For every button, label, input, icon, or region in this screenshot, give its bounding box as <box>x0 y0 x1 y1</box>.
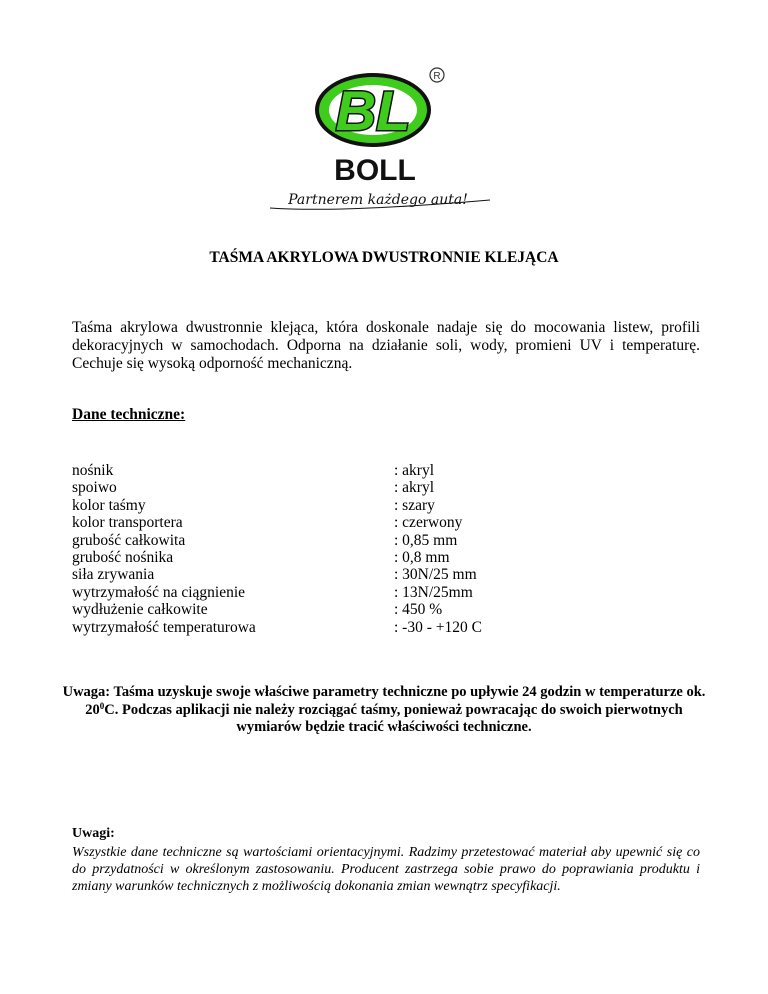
technical-specs-list <box>72 462 672 636</box>
spec-value: : czerwony <box>394 514 463 532</box>
registered-mark: R <box>433 71 441 82</box>
notes-heading: Uwagi: <box>72 826 115 841</box>
degree-superscript: 0 <box>99 700 105 711</box>
logo-slogan: Partnerem każdego auta! <box>288 192 468 208</box>
spec-row-temperature-resistance <box>72 619 672 636</box>
spec-value: : akryl <box>394 479 435 497</box>
spec-value: : 0,8 mm <box>394 548 450 566</box>
spec-name: grubość nośnika <box>72 548 174 566</box>
notes-text: Wszystkie dane techniczne są wartościami orientacyjnymi. Radzimy przetestować materiał aby upewnić się co do przydatności w określonym zastosowaniu. Producent zastrzega sobie prawo do poprawiania produktu i zmiany warunków technicznych z możliwością dokonania zmian wewnątrz specyfikacji. <box>72 845 700 895</box>
application-warning <box>60 684 708 737</box>
spec-name: nośnik <box>72 462 114 479</box>
spec-row-carrier-thickness <box>72 549 672 566</box>
spec-value: : szary <box>394 496 435 514</box>
spec-name: wytrzymałość na ciągnienie <box>72 583 246 601</box>
spec-row-carrier <box>72 462 672 479</box>
spec-name: spoiwo <box>72 479 117 497</box>
spec-value: : 30N/25 mm <box>394 566 477 584</box>
spec-row-liner-color <box>72 514 672 531</box>
spec-name: kolor transportera <box>72 514 183 532</box>
warning-text-end: C. Podczas aplikacji nie należy rozciągać taśmy, ponieważ powracając do swoich pierwotnych wymiarów będzie tracić właściwości techniczne. <box>104 701 683 735</box>
logo-monogram: BL <box>335 79 411 142</box>
spec-row-tape-color <box>72 497 672 514</box>
product-description: Taśma akrylowa dwustronnie klejąca, która doskonale nadaje się do mocowania listew, profili dekoracyjnych w samochodach. Odporna na działanie soli, wody, promieni UV i temperaturę. Cechuje się wysoką odporność mechaniczną. <box>72 319 700 372</box>
logo-brand: BOLL <box>334 154 416 187</box>
spec-name: kolor taśmy <box>72 496 146 514</box>
document-title: TAŚMA AKRYLOWA DWUSTRONNIE KLEJĄCA <box>209 249 559 266</box>
spec-row-total-thickness <box>72 532 672 549</box>
spec-row-breaking-force <box>72 566 672 583</box>
spec-value: : -30 - +120 C <box>394 618 482 636</box>
spec-name: siła zrywania <box>72 566 155 584</box>
boll-logo <box>250 62 530 222</box>
spec-name: wytrzymałość temperaturowa <box>72 618 256 636</box>
spec-name: wydłużenie całkowite <box>72 601 208 619</box>
spec-name: grubość całkowita <box>72 531 186 549</box>
warning-text-start: Uwaga: Taśma uzyskuje swoje właściwe parametry techniczne po upływie 24 godzin w temperaturze ok. 20 <box>62 684 706 718</box>
spec-value: : 450 % <box>394 601 443 619</box>
boll-logo-graphic <box>250 62 530 222</box>
spec-value: : 13N/25mm <box>394 583 473 601</box>
spec-value: : akryl <box>394 462 435 479</box>
spec-value: : 0,85 mm <box>394 531 458 549</box>
spec-row-tensile-strength <box>72 584 672 601</box>
spec-row-adhesive <box>72 479 672 496</box>
spec-row-elongation <box>72 601 672 618</box>
technical-data-heading: Dane techniczne: <box>72 406 186 423</box>
